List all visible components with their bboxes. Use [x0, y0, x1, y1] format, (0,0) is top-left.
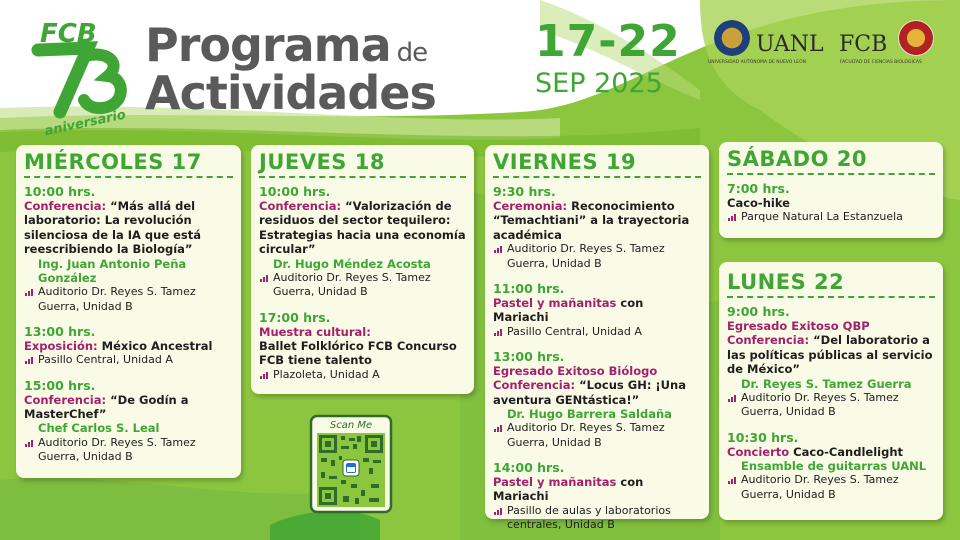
- location-bars-icon: [494, 328, 504, 336]
- event-time: 17:00 hrs.: [259, 309, 331, 325]
- month-year: SEP 2025: [535, 68, 663, 99]
- event-time: 7:00 hrs.: [727, 181, 790, 197]
- event-place: Auditorio Dr. Reyes S. Tamez Guerra, Unidad B: [493, 421, 701, 450]
- fcb-73-logo: [30, 12, 140, 137]
- fcb-text: FCB: [839, 32, 888, 57]
- event-place: Parque Natural La Estanzuela: [727, 210, 935, 224]
- event-item: [493, 460, 701, 532]
- day-title: SÁBADO 20: [727, 147, 867, 171]
- date-range: 17-22: [535, 16, 681, 67]
- divider: [259, 176, 466, 178]
- svg-text:FCB: FCB: [40, 19, 97, 49]
- event-place: Auditorio Dr. Reyes S. Tamez Guerra, Unidad B: [727, 473, 935, 502]
- event-time: 11:00 hrs.: [493, 280, 565, 296]
- divider: [727, 296, 935, 298]
- event-title: Pastel y mañanitas con Mariachi: [493, 474, 644, 504]
- event-place: Auditorio Dr. Reyes S. Tamez Guerra, Unidad B: [24, 285, 233, 314]
- event-title: Conferencia: “Valorización de residuos del sector tequilero: Estrategias hacia una economía circular”: [259, 199, 466, 257]
- divider: [493, 176, 701, 178]
- uanl-seal-icon: [714, 20, 750, 56]
- event-time: 15:00 hrs.: [24, 377, 96, 393]
- svg-text:aniversario: aniversario: [43, 107, 128, 137]
- event-time: 10:00 hrs.: [259, 184, 331, 200]
- event-place: Auditorio Dr. Reyes S. Tamez Guerra, Unidad B: [24, 436, 233, 465]
- event-item: [259, 310, 466, 382]
- location-bars-icon: [25, 288, 35, 296]
- title-de: de: [396, 38, 428, 68]
- event-dates: [535, 16, 681, 99]
- event-item: [493, 349, 701, 450]
- event-presenter: Chef Carlos S. Leal: [38, 421, 160, 436]
- event-place: Pasillo Central, Unidad A: [24, 353, 233, 367]
- day-title: VIERNES 19: [493, 150, 637, 174]
- qr-code[interactable]: [309, 414, 393, 514]
- event-item: [727, 304, 935, 419]
- location-bars-icon: [728, 476, 738, 484]
- event-time: 9:00 hrs.: [727, 304, 790, 320]
- event-item: [493, 281, 701, 339]
- fcb-seal-icon: [898, 20, 934, 56]
- event-time: 14:00 hrs.: [493, 459, 565, 475]
- event-presenter: Dr. Hugo Méndez Acosta: [273, 256, 431, 271]
- event-title: Muestra cultural: Ballet Folklórico FCB Concurso FCB tiene talento: [259, 324, 457, 368]
- uanl-caption: UNIVERSIDAD AUTÓNOMA DE NUEVO LEÓN: [708, 60, 807, 65]
- event-time: 9:30 hrs.: [493, 184, 556, 200]
- location-bars-icon: [260, 371, 270, 379]
- institution-logos: [708, 18, 938, 73]
- event-item: [24, 184, 233, 314]
- location-bars-icon: [728, 394, 738, 402]
- event-presenter: Ing. Juan Antonio Peña González: [38, 256, 187, 285]
- day-title: MIÉRCOLES 17: [24, 150, 202, 174]
- event-place: Auditorio Dr. Reyes S. Tamez Guerra, Unidad B: [727, 391, 935, 420]
- event-time: 10:30 hrs.: [727, 429, 799, 445]
- location-bars-icon: [494, 424, 504, 432]
- divider: [24, 176, 233, 178]
- event-title: Caco-hike: [727, 196, 790, 211]
- day-title: LUNES 22: [727, 270, 845, 294]
- event-title: Concierto Caco-Candlelight: [727, 444, 904, 459]
- event-title: Exposición: México Ancestral: [24, 338, 213, 353]
- event-presenter: Dr. Reyes S. Tamez Guerra: [741, 376, 912, 391]
- event-place: Plazoleta, Unidad A: [259, 368, 466, 382]
- event-place: Pasillo Central, Unidad A: [493, 325, 701, 339]
- event-title: Egresado Exitoso QBP Conferencia: “Del laboratorio a las políticas públicas al servicio de México”: [727, 319, 933, 377]
- event-time: 13:00 hrs.: [24, 323, 96, 339]
- event-title: Conferencia: “Más allá del laboratorio: La revolución silenciosa de la IA que está reescribiendo la Biología”: [24, 199, 202, 257]
- event-item: [727, 181, 935, 225]
- scan-me-label: Scan Me: [329, 420, 373, 431]
- location-bars-icon: [494, 507, 504, 515]
- event-place: Auditorio Dr. Reyes S. Tamez Guerra, Unidad B: [259, 271, 466, 300]
- title-actividades: Actividades: [145, 66, 436, 120]
- event-title: Conferencia: “De Godín a MasterChef”: [24, 392, 189, 421]
- day-title: JUEVES 18: [259, 150, 385, 174]
- event-title: Egresado Exitoso Biólogo Conferencia: “Locus GH: ¡Una aventura GENtástica!”: [493, 363, 686, 407]
- event-item: [24, 324, 233, 368]
- location-bars-icon: [25, 356, 35, 364]
- page-title: [145, 18, 436, 120]
- event-item: [727, 430, 935, 502]
- day-card-sabado: [719, 142, 943, 238]
- day-card-jueves: [251, 145, 474, 394]
- event-title: Pastel y mañanitas con Mariachi: [493, 295, 644, 325]
- event-place: Auditorio Dr. Reyes S. Tamez Guerra, Unidad B: [493, 242, 701, 271]
- location-bars-icon: [260, 274, 270, 282]
- title-programa: Programa: [145, 18, 391, 72]
- event-title: Ceremonia: Reconocimiento “Temachtiani” a la trayectoria académica: [493, 199, 690, 242]
- event-time: 10:00 hrs.: [24, 184, 96, 200]
- event-item: [24, 378, 233, 465]
- day-card-viernes: [485, 145, 709, 531]
- event-presenter: Ensamble de guitarras UANL: [741, 458, 927, 473]
- event-place: Pasillo de aulas y laboratorios centrales, Unidad B: [493, 504, 701, 533]
- day-card-miercoles: [16, 145, 241, 478]
- day-card-lunes: [719, 262, 943, 520]
- uanl-text: UANL: [756, 32, 824, 57]
- event-item: [259, 184, 466, 299]
- divider: [727, 173, 935, 175]
- event-presenter: Dr. Hugo Barrera Saldaña: [507, 406, 672, 421]
- fcb-caption: FACULTAD DE CIENCIAS BIOLÓGICAS: [840, 60, 922, 65]
- event-item: [493, 184, 701, 271]
- location-bars-icon: [494, 245, 504, 253]
- event-time: 13:00 hrs.: [493, 348, 565, 364]
- location-bars-icon: [25, 439, 35, 447]
- location-bars-icon: [728, 213, 738, 221]
